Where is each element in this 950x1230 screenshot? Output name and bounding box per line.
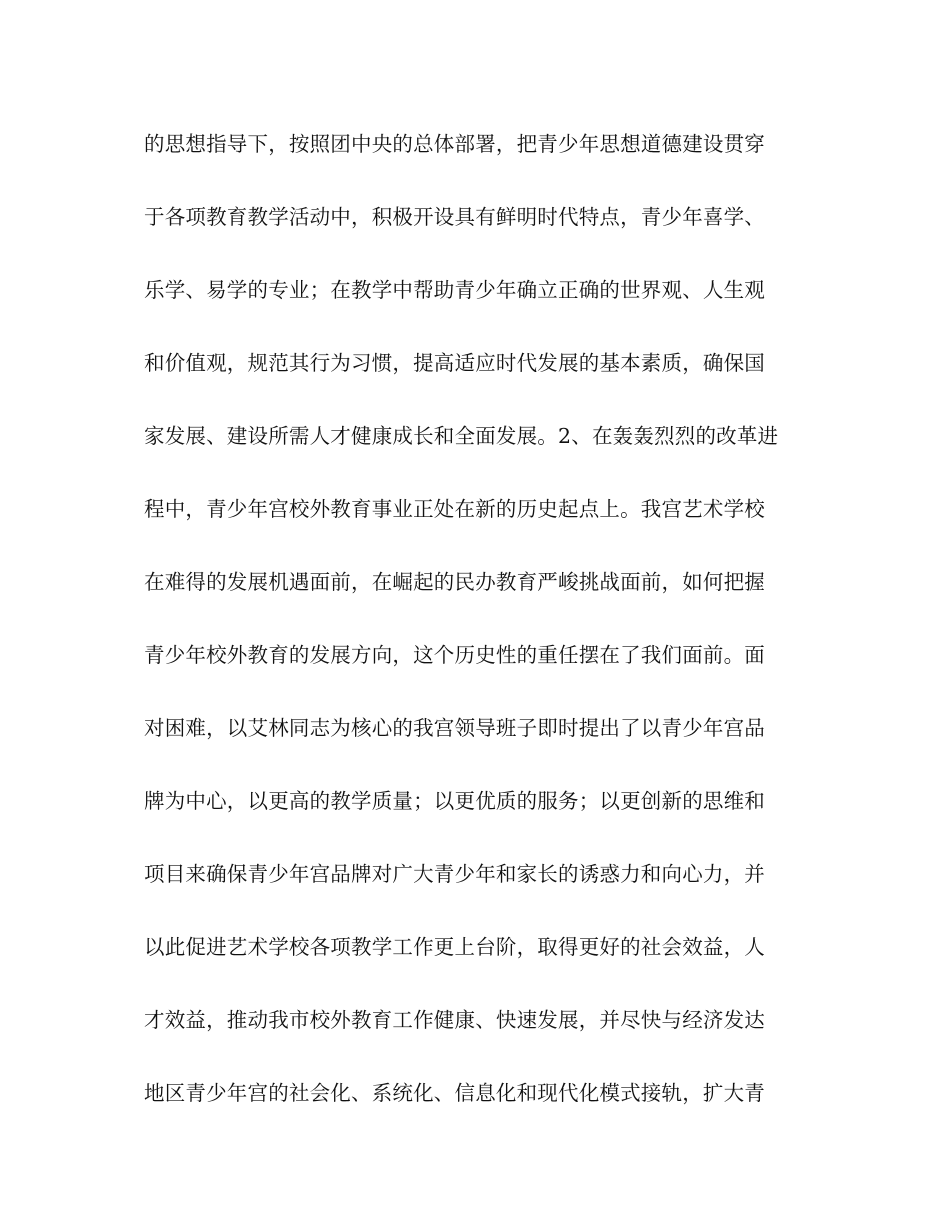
- text-line-13: 才效益，推动我市校外教育工作健康、快速发展，并尽快与经济发达: [144, 1008, 765, 1032]
- text-line-9: 对困难，以艾林同志为核心的我宫领导班子即时提出了以青少年宫品: [144, 716, 765, 740]
- text-line-10: 牌为中心，以更高的教学质量；以更优质的服务；以更创新的思维和: [144, 789, 765, 813]
- text-line-12: 以此促进艺术学校各项教学工作更上台阶，取得更好的社会效益，人: [144, 935, 765, 959]
- text-line-2: 于各项教育教学活动中，积极开设具有鲜明时代特点，青少年喜学、: [144, 205, 765, 229]
- text-line-6: 程中，青少年宫校外教育事业正处在新的历史起点上。我宫艺术学校: [144, 497, 765, 521]
- text-line-8: 青少年校外教育的发展方向，这个历史性的重任摆在了我们面前。面: [144, 643, 765, 667]
- text-line-7: 在难得的发展机遇面前，在崛起的民办教育严峻挑战面前，如何把握: [144, 570, 765, 594]
- text-line-14: 地区青少年宫的社会化、系统化、信息化和现代化模式接轨，扩大青: [144, 1081, 765, 1105]
- text-line-5: 家发展、建设所需人才健康成长和全面发展。2、在轰轰烈烈的改革进: [144, 424, 779, 448]
- body-text: [144, 125, 804, 1147]
- text-line-3: 乐学、易学的专业；在教学中帮助青少年确立正确的世界观、人生观: [144, 278, 765, 302]
- text-line-1: 的思想指导下，按照团中央的总体部署，把青少年思想道德建设贯穿: [144, 132, 765, 156]
- text-line-4: 和价值观，规范其行为习惯，提高适应时代发展的基本素质，确保国: [144, 351, 765, 375]
- text-line-11: 项目来确保青少年宫品牌对广大青少年和家长的诱惑力和向心力，并: [144, 862, 765, 886]
